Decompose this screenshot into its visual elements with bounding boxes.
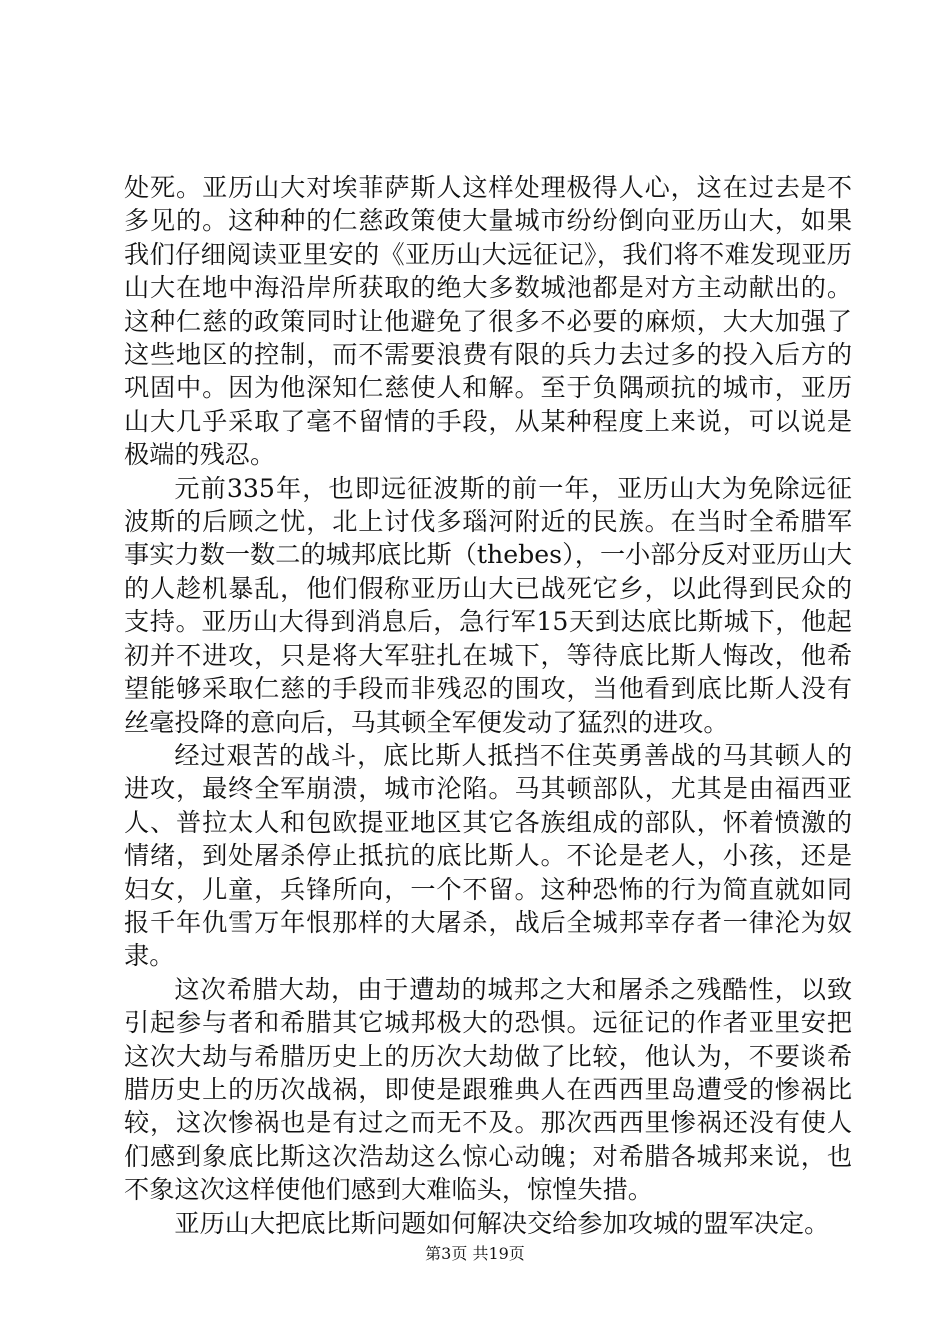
paragraph-2: 元前335年，也即远征波斯的前一年，亚历山大为免除远征波斯的后顾之忧，北上讨伐多瑙河附近的民族。在当时全希腊军事实力数一数二的城邦底比斯（thebes），一小部分反对亚历山大的人趁机暴乱，他们假称亚历山大已战死它乡，以此得到民众的支持。亚历山大得到消息后，急行军15天到达底比斯城下，他起初并不进攻，只是将大军驻扎在城下，等待底比斯人悔改，他希望能够采取仁慈的手段而非残忍的围攻，当他看到底比斯人没有丝毫投降的意向后，马其顿全军便发动了猛烈的进攻。 bbox=[124, 473, 852, 737]
paragraph-3: 经过艰苦的战斗，底比斯人抵挡不住英勇善战的马其顿人的进攻，最终全军崩溃，城市沦陷。马其顿部队，尤其是由福西亚人、普拉太人和包欧提亚地区其它各族组成的部队，怀着愤激的情绪，到处屠杀停止抵抗的底比斯人。不论是老人，小孩，还是妇女，儿童，兵锋所向，一个不留。这种恐怖的行为简直就如同报千年仇雪万年恨那样的大屠杀，战后全城邦幸存者一律沦为奴隶。 bbox=[124, 740, 852, 971]
body-text bbox=[124, 171, 852, 1240]
paragraph-1: 处死。亚历山大对埃菲萨斯人这样处理极得人心，这在过去是不多见的。这种种的仁慈政策使大量城市纷纷倒向亚历山大，如果我们仔细阅读亚里安的《亚历山大远征记》，我们将不难发现亚历山大在地中海沿岸所获取的绝大多数城池都是对方主动献出的。这种仁慈的政策同时让他避免了很多不必要的麻烦，大大加强了这些地区的控制，而不需要浪费有限的兵力去过多的投入后方的巩固中。因为他深知仁慈使人和解。至于负隅顽抗的城市，亚历山大几乎采取了毫不留情的手段，从某种程度上来说，可以说是极端的残忍。 bbox=[124, 173, 852, 470]
page-footer: 第3页 共19页 bbox=[425, 1244, 525, 1263]
paragraph-5: 亚历山大把底比斯问题如何解决交给参加攻城的盟军决定。 bbox=[174, 1208, 830, 1238]
paragraph-4: 这次希腊大劫，由于遭劫的城邦之大和屠杀之残酷性，以致引起参与者和希腊其它城邦极大的恐惧。远征记的作者亚里安把这次大劫与希腊历史上的历次大劫做了比较，他认为，不要谈希腊历史上的历次战祸，即使是跟雅典人在西西里岛遭受的惨祸比较，这次惨祸也是有过之而无不及。那次西西里惨祸还没有使人们感到象底比斯这次浩劫这么惊心动魄；对希腊各城邦来说，也不象这次这样使他们感到大难临头，惊惶失措。 bbox=[124, 974, 852, 1205]
